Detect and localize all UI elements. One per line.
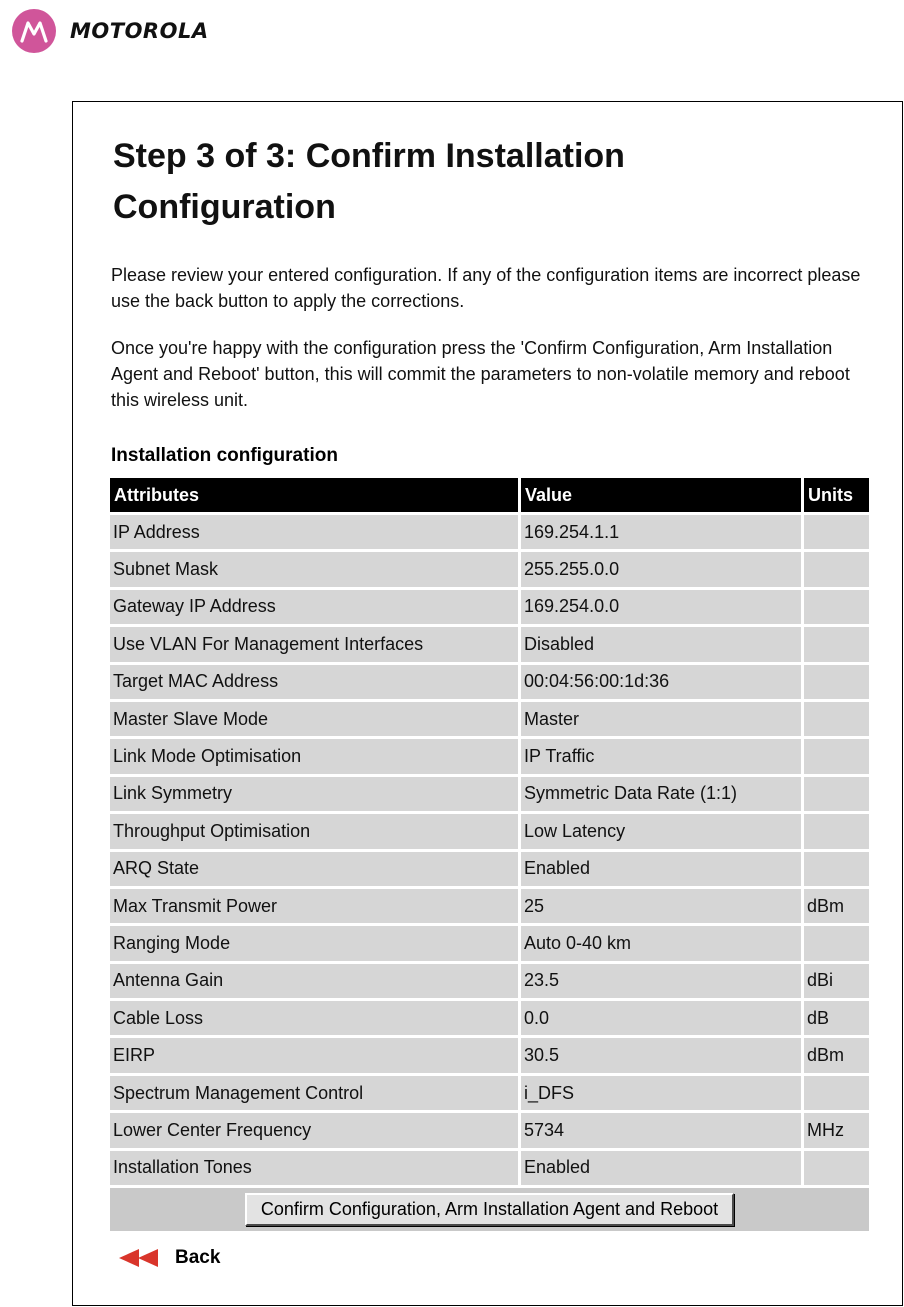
units-cell — [804, 1151, 869, 1185]
value-cell: 25 — [521, 889, 801, 923]
units-cell — [804, 665, 869, 699]
units-cell — [804, 515, 869, 549]
units-cell — [804, 590, 869, 624]
attribute-cell: Max Transmit Power — [110, 889, 518, 923]
units-cell: dBi — [804, 964, 869, 998]
value-cell: i_DFS — [521, 1076, 801, 1110]
attribute-cell: IP Address — [110, 515, 518, 549]
table-row — [110, 1001, 869, 1035]
attribute-cell: Installation Tones — [110, 1151, 518, 1185]
back-label: Back — [175, 1247, 221, 1268]
table-title: Installation configuration — [111, 445, 338, 466]
button-cell — [110, 1188, 869, 1231]
units-cell — [804, 926, 869, 960]
attribute-cell: EIRP — [110, 1038, 518, 1072]
table-row — [110, 739, 869, 773]
value-cell: Symmetric Data Rate (1:1) — [521, 777, 801, 811]
table-row — [110, 1151, 869, 1185]
header-units: Units — [804, 478, 869, 512]
table-row — [110, 777, 869, 811]
table-row — [110, 1038, 869, 1072]
attribute-cell: Link Mode Optimisation — [110, 739, 518, 773]
brand-header — [12, 9, 209, 53]
units-cell — [804, 814, 869, 848]
table-row — [110, 1076, 869, 1110]
table-row — [110, 590, 869, 624]
table-row — [110, 515, 869, 549]
value-cell: IP Traffic — [521, 739, 801, 773]
table-row — [110, 964, 869, 998]
units-cell — [804, 777, 869, 811]
confirm-configuration-button[interactable]: Confirm Configuration, Arm Installation Agent and Reboot — [245, 1193, 734, 1226]
attribute-cell: Antenna Gain — [110, 964, 518, 998]
attribute-cell: Cable Loss — [110, 1001, 518, 1035]
value-cell: 169.254.0.0 — [521, 590, 801, 624]
table-row — [110, 702, 869, 736]
value-cell: 255.255.0.0 — [521, 552, 801, 586]
attribute-cell: Ranging Mode — [110, 926, 518, 960]
value-cell: 30.5 — [521, 1038, 801, 1072]
header-attributes: Attributes — [110, 478, 518, 512]
units-cell: dBm — [804, 889, 869, 923]
table-row — [110, 852, 869, 886]
installation-config-table — [107, 475, 872, 1234]
units-cell — [804, 702, 869, 736]
motorola-logo-icon — [12, 9, 56, 53]
table-row — [110, 926, 869, 960]
value-cell: 00:04:56:00:1d:36 — [521, 665, 801, 699]
table-row — [110, 889, 869, 923]
value-cell: Auto 0-40 km — [521, 926, 801, 960]
value-cell: 5734 — [521, 1113, 801, 1147]
units-cell: MHz — [804, 1113, 869, 1147]
value-cell: Enabled — [521, 852, 801, 886]
attribute-cell: ARQ State — [110, 852, 518, 886]
attribute-cell: Master Slave Mode — [110, 702, 518, 736]
units-cell — [804, 627, 869, 661]
attribute-cell: Subnet Mask — [110, 552, 518, 586]
attribute-cell: Target MAC Address — [110, 665, 518, 699]
value-cell: Disabled — [521, 627, 801, 661]
attribute-cell: Gateway IP Address — [110, 590, 518, 624]
value-cell: 169.254.1.1 — [521, 515, 801, 549]
table-row — [110, 814, 869, 848]
value-cell: 23.5 — [521, 964, 801, 998]
table-row — [110, 552, 869, 586]
value-cell: Low Latency — [521, 814, 801, 848]
instructions-paragraph: Please review your entered configuration. If any of the configuration items are incorrect please use the back button to apply the corrections. — [111, 265, 861, 311]
page-title: Step 3 of 3: Confirm Installation Configuration — [113, 137, 625, 226]
confirm-instructions-paragraph: Once you're happy with the configuration press the 'Confirm Configuration, Arm Installation Agent and Reboot' button, this will commit the parameters to non-volatile memory and reboot this wireless unit. — [111, 338, 850, 410]
value-cell: 0.0 — [521, 1001, 801, 1035]
units-cell — [804, 552, 869, 586]
button-row — [110, 1188, 869, 1231]
value-cell: Master — [521, 702, 801, 736]
table-row — [110, 665, 869, 699]
units-cell: dBm — [804, 1038, 869, 1072]
back-link[interactable] — [118, 1246, 220, 1270]
attribute-cell: Use VLAN For Management Interfaces — [110, 627, 518, 661]
units-cell — [804, 739, 869, 773]
double-left-arrow-icon — [118, 1246, 162, 1270]
attribute-cell: Lower Center Frequency — [110, 1113, 518, 1147]
header-value: Value — [521, 478, 801, 512]
attribute-cell: Throughput Optimisation — [110, 814, 518, 848]
units-cell: dB — [804, 1001, 869, 1035]
batwing-icon — [19, 19, 49, 43]
table-header-row — [110, 478, 869, 512]
table-row — [110, 1113, 869, 1147]
value-cell: Enabled — [521, 1151, 801, 1185]
units-cell — [804, 1076, 869, 1110]
attribute-cell: Link Symmetry — [110, 777, 518, 811]
attribute-cell: Spectrum Management Control — [110, 1076, 518, 1110]
units-cell — [804, 852, 869, 886]
table-row — [110, 627, 869, 661]
brand-name: MOTOROLA — [70, 19, 209, 43]
